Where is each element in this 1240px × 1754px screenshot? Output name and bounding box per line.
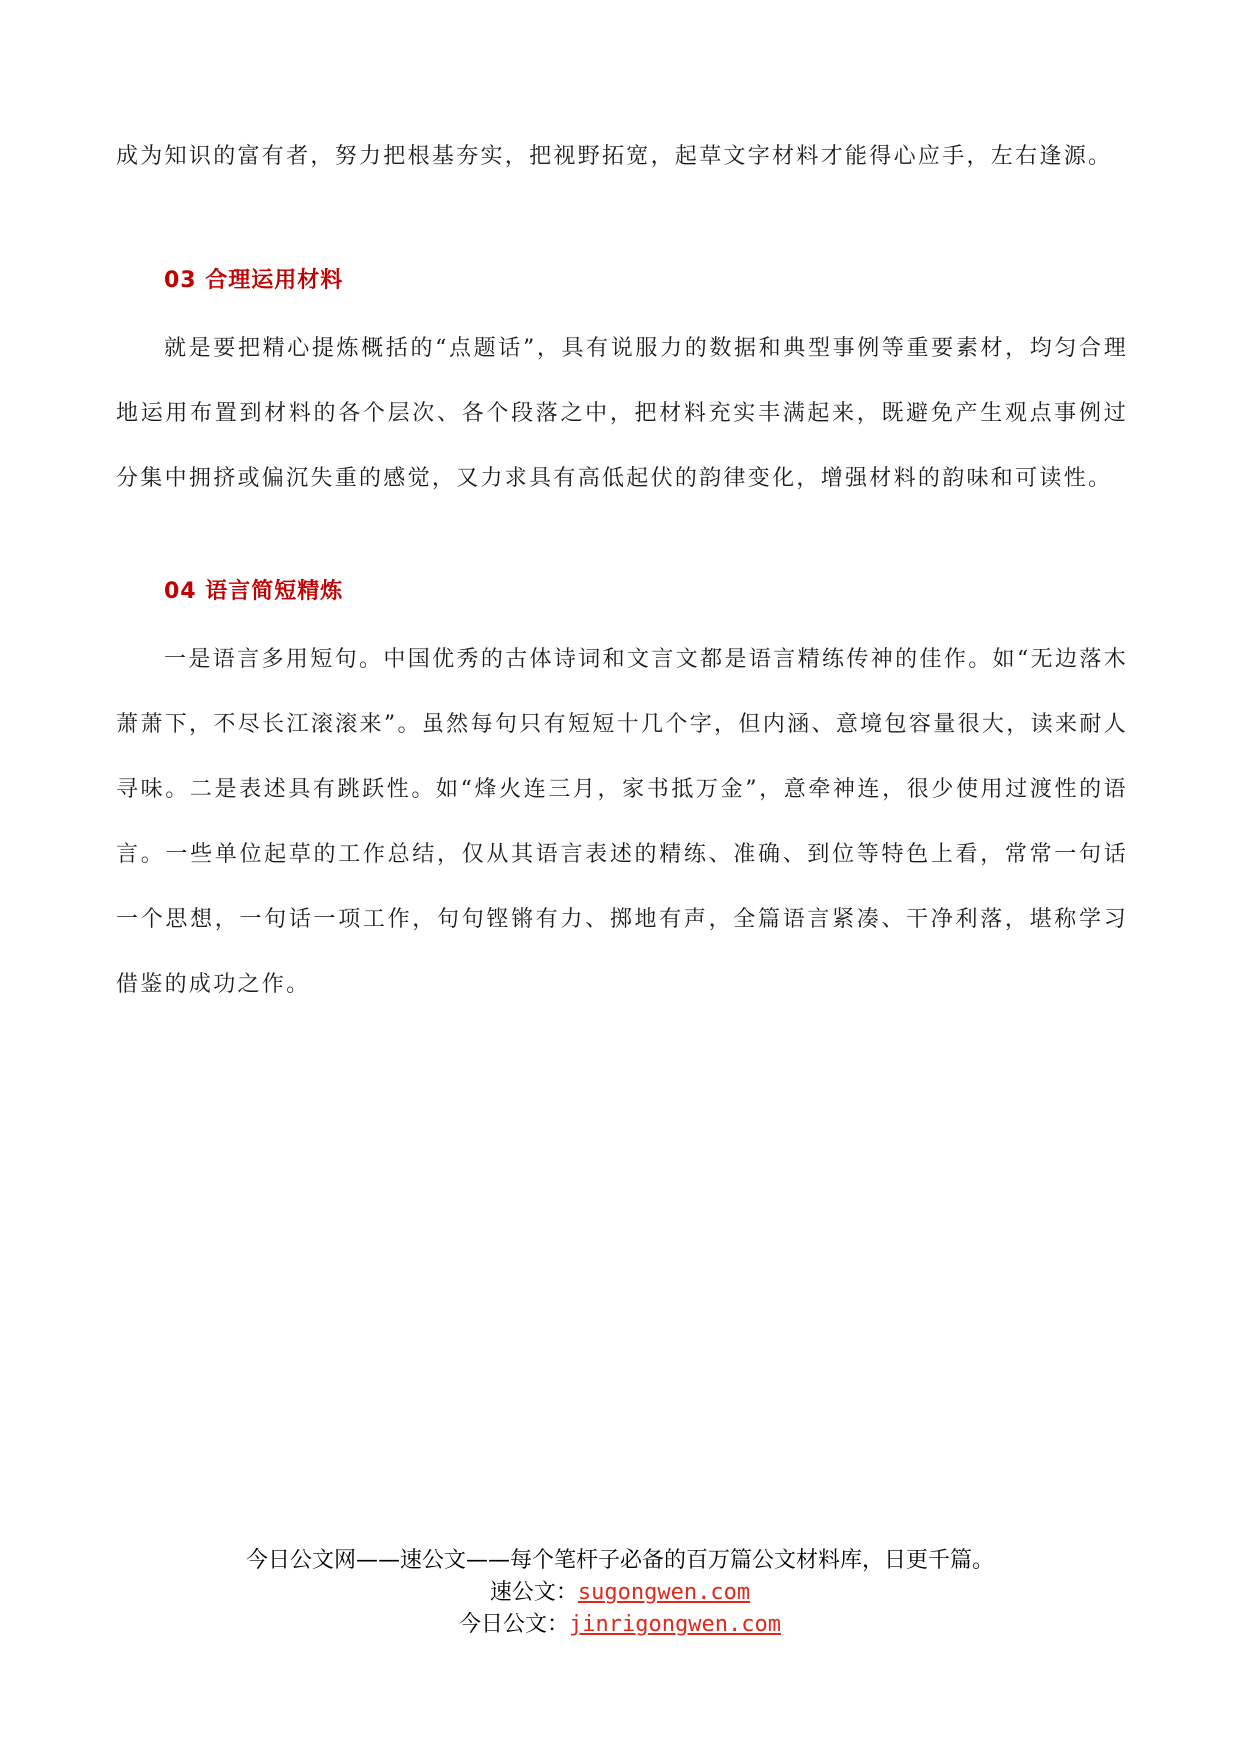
section-heading-03: 03 合理运用材料 — [164, 268, 344, 293]
footer-line-jinrigongwen — [0, 1609, 1240, 1641]
footer — [0, 1545, 1240, 1641]
footer-tagline: 今日公文网——速公文——每个笔杆子必备的百万篇公文材料库，日更千篇。 — [245, 1548, 994, 1573]
section-paragraph-03: 就是要把精心提炼概括的“点题话”，具有说服力的数据和典型事例等重要素材，均匀合理地运用布置到材料的各个层次、各个段落之中，把材料充实丰满起来，既避免产生观点事例过分集中拥挤或偏沉失重的感觉，又力求具有高低起伏的韵律变化，增强材料的韵味和可读性。 — [116, 336, 1128, 491]
footer-label-jinrigongwen: 今日公文： — [459, 1612, 570, 1637]
footer-line-sugongwen — [0, 1577, 1240, 1609]
section-heading-04: 04 语言简短精炼 — [164, 579, 344, 604]
section-paragraph-04: 一是语言多用短句。中国优秀的古体诗词和文言文都是语言精练传神的佳作。如“无边落木萧萧下，不尽长江滚滚来”。虽然每句只有短短十几个字，但内涵、意境包容量很大，读来耐人寻味。二是表述具有跳跃性。如“烽火连三月，家书抵万金”，意牵神连，很少使用过渡性的语言。一些单位起草的工作总结，仅从其语言表述的精练、准确、到位等特色上看，常常一句话一个思想，一句话一项工作，句句铿锵有力、掷地有声，全篇语言紧凑、干净利落，堪称学习借鉴的成功之作。 — [116, 647, 1128, 997]
footer-label-sugongwen: 速公文： — [489, 1580, 578, 1605]
jinrigongwen-link[interactable]: jinrigongwen.com — [569, 1612, 781, 1637]
continuation-paragraph: 成为知识的富有者，努力把根基夯实，把视野拓宽，起草文字材料才能得心应手，左右逢源。 — [116, 144, 1113, 169]
sugongwen-link[interactable]: sugongwen.com — [577, 1580, 751, 1605]
